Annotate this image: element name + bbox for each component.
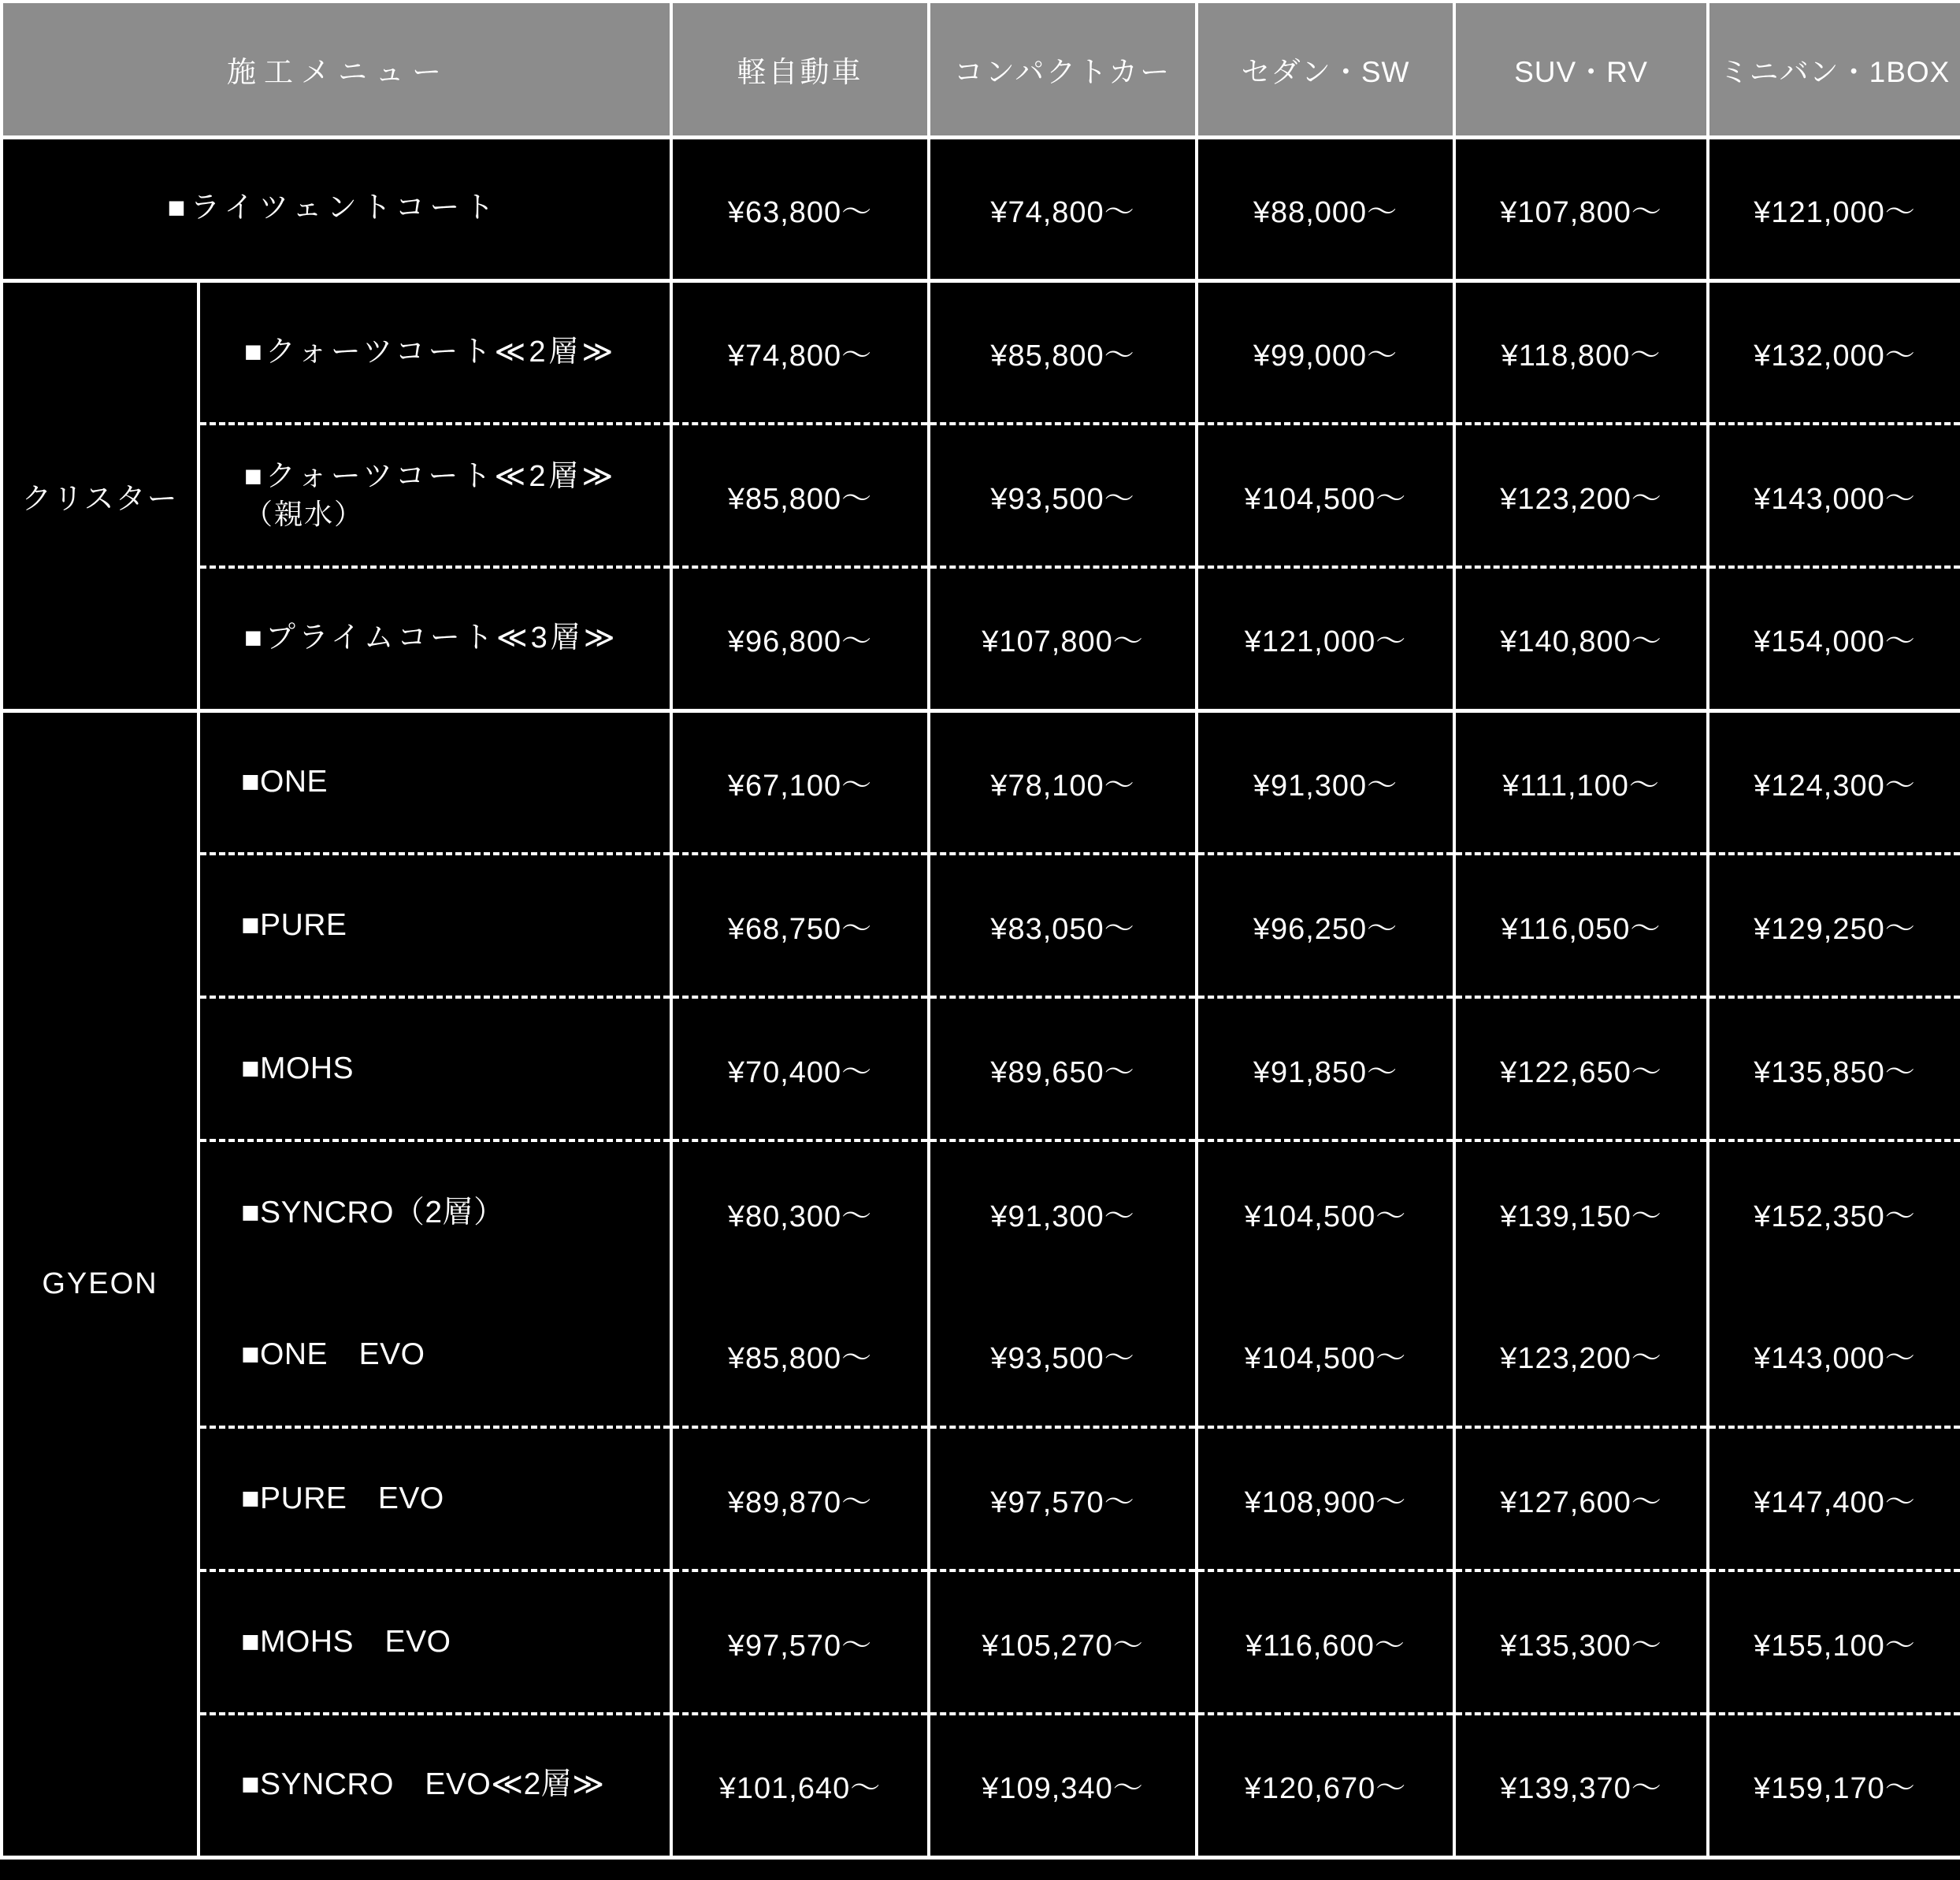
price-suv: ¥139,370〜 (1454, 1714, 1708, 1857)
price-suv: ¥116,050〜 (1454, 854, 1708, 997)
menu-label: ■ライツェントコート (2, 137, 671, 280)
price-compact: ¥83,050〜 (929, 854, 1197, 997)
price-sedan: ¥91,300〜 (1197, 710, 1454, 854)
price-compact: ¥91,300〜 (929, 1140, 1197, 1284)
column-header-sedan: セダン・SW (1197, 2, 1454, 137)
table-row (2, 1714, 1960, 1857)
brand-label-gyeon: GYEON (2, 710, 199, 1857)
table-row (2, 1427, 1960, 1570)
price-suv: ¥118,800〜 (1454, 280, 1708, 424)
price-kei: ¥63,800〜 (671, 137, 929, 280)
price-sedan: ¥91,850〜 (1197, 997, 1454, 1140)
menu-label: ■SYNCRO（2層） (199, 1140, 671, 1284)
menu-label: ■ONE (199, 710, 671, 854)
table-row (2, 280, 1960, 424)
price-sedan: ¥96,250〜 (1197, 854, 1454, 997)
price-minivan: ¥124,300〜 (1708, 710, 1960, 854)
price-sedan: ¥99,000〜 (1197, 280, 1454, 424)
price-suv: ¥123,200〜 (1454, 1284, 1708, 1427)
menu-label: ■MOHS EVO (199, 1570, 671, 1714)
price-minivan: ¥159,170〜 (1708, 1714, 1960, 1857)
price-kei: ¥67,100〜 (671, 710, 929, 854)
column-header-menu: 施工メニュー (2, 2, 671, 137)
column-header-kei: 軽自動車 (671, 2, 929, 137)
menu-label-sub: （親水） (244, 498, 365, 531)
price-compact: ¥97,570〜 (929, 1427, 1197, 1570)
price-kei: ¥96,800〜 (671, 567, 929, 710)
menu-label: ■ONE EVO (199, 1284, 671, 1427)
price-minivan: ¥132,000〜 (1708, 280, 1960, 424)
price-sedan: ¥104,500〜 (1197, 1284, 1454, 1427)
price-suv: ¥111,100〜 (1454, 710, 1708, 854)
price-kei: ¥68,750〜 (671, 854, 929, 997)
price-sedan: ¥104,500〜 (1197, 1140, 1454, 1284)
menu-label: ■クォーツコート≪2層≫ (199, 280, 671, 424)
price-sedan: ¥121,000〜 (1197, 567, 1454, 710)
price-suv: ¥135,300〜 (1454, 1570, 1708, 1714)
price-compact: ¥89,650〜 (929, 997, 1197, 1140)
table-row (2, 710, 1960, 854)
price-kei: ¥101,640〜 (671, 1714, 929, 1857)
price-suv: ¥123,200〜 (1454, 424, 1708, 567)
price-sedan: ¥116,600〜 (1197, 1570, 1454, 1714)
price-minivan: ¥147,400〜 (1708, 1427, 1960, 1570)
table-row (2, 567, 1960, 710)
menu-label (199, 424, 671, 567)
table-row (2, 1140, 1960, 1284)
price-kei: ¥70,400〜 (671, 997, 929, 1140)
price-kei: ¥97,570〜 (671, 1570, 929, 1714)
price-minivan: ¥135,850〜 (1708, 997, 1960, 1140)
price-sedan: ¥108,900〜 (1197, 1427, 1454, 1570)
price-minivan: ¥155,100〜 (1708, 1570, 1960, 1714)
price-minivan: ¥129,250〜 (1708, 854, 1960, 997)
price-compact: ¥93,500〜 (929, 1284, 1197, 1427)
price-suv: ¥122,650〜 (1454, 997, 1708, 1140)
price-suv: ¥140,800〜 (1454, 567, 1708, 710)
price-kei: ¥85,800〜 (671, 1284, 929, 1427)
price-sedan: ¥120,670〜 (1197, 1714, 1454, 1857)
price-kei: ¥80,300〜 (671, 1140, 929, 1284)
column-header-compact: コンパクトカー (929, 2, 1197, 137)
column-header-minivan: ミニバン・1BOX (1708, 2, 1960, 137)
price-compact: ¥85,800〜 (929, 280, 1197, 424)
price-suv: ¥107,800〜 (1454, 137, 1708, 280)
table-body (2, 137, 1960, 1857)
price-minivan: ¥154,000〜 (1708, 567, 1960, 710)
table-row (2, 854, 1960, 997)
price-suv: ¥127,600〜 (1454, 1427, 1708, 1570)
brand-label-crystar: クリスター (2, 280, 199, 710)
price-sedan: ¥104,500〜 (1197, 424, 1454, 567)
menu-label: ■SYNCRO EVO≪2層≫ (199, 1714, 671, 1857)
price-compact: ¥78,100〜 (929, 710, 1197, 854)
price-compact: ¥93,500〜 (929, 424, 1197, 567)
price-kei: ¥85,800〜 (671, 424, 929, 567)
menu-label: ■PURE EVO (199, 1427, 671, 1570)
column-header-suv: SUV・RV (1454, 2, 1708, 137)
table-header (2, 2, 1960, 137)
bottom-spacer (0, 1860, 1960, 1880)
table-row (2, 137, 1960, 280)
price-compact: ¥74,800〜 (929, 137, 1197, 280)
menu-label-main: ■クォーツコート≪2層≫ (244, 459, 617, 493)
price-compact: ¥105,270〜 (929, 1570, 1197, 1714)
price-minivan: ¥143,000〜 (1708, 424, 1960, 567)
price-minivan: ¥152,350〜 (1708, 1140, 1960, 1284)
price-minivan: ¥121,000〜 (1708, 137, 1960, 280)
price-compact: ¥107,800〜 (929, 567, 1197, 710)
price-kei: ¥74,800〜 (671, 280, 929, 424)
price-minivan: ¥143,000〜 (1708, 1284, 1960, 1427)
table-row (2, 424, 1960, 567)
menu-label: ■MOHS (199, 997, 671, 1140)
price-suv: ¥139,150〜 (1454, 1140, 1708, 1284)
table-row (2, 997, 1960, 1140)
table-row (2, 1570, 1960, 1714)
price-sedan: ¥88,000〜 (1197, 137, 1454, 280)
menu-label: ■プライムコート≪3層≫ (199, 567, 671, 710)
table-row (2, 1284, 1960, 1427)
price-compact: ¥109,340〜 (929, 1714, 1197, 1857)
header-row (2, 2, 1960, 137)
price-kei: ¥89,870〜 (671, 1427, 929, 1570)
menu-label: ■PURE (199, 854, 671, 997)
